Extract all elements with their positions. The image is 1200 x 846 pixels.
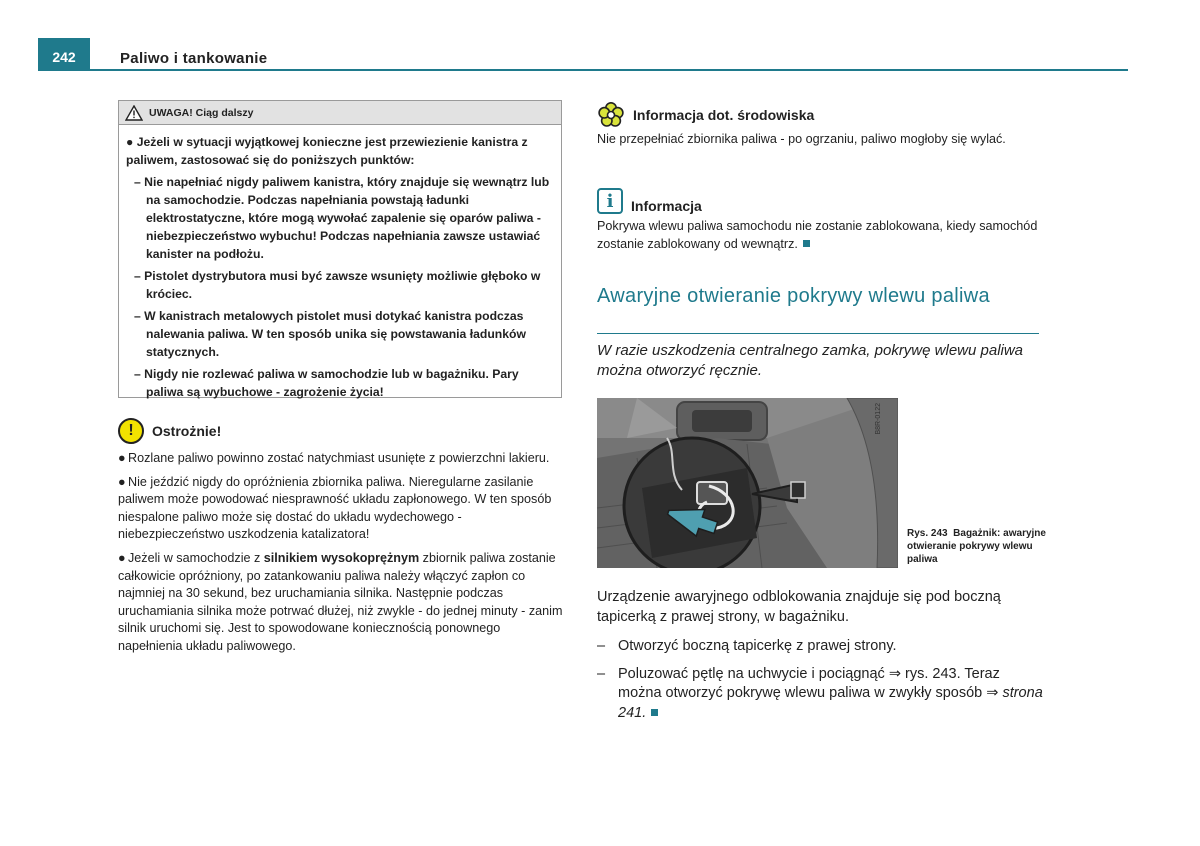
caution-heading bbox=[118, 418, 564, 444]
procedure-step-text: Otworzyć boczną tapicerkę z prawej strony. bbox=[618, 638, 897, 654]
procedure-step bbox=[597, 665, 1043, 724]
warning-item bbox=[126, 173, 554, 263]
section-title: Awaryjne otwieranie pokrywy wlewu paliwa bbox=[597, 285, 990, 307]
dash-icon: – bbox=[597, 665, 606, 682]
warning-triangle-icon bbox=[125, 105, 143, 121]
warning-item bbox=[126, 267, 554, 303]
info-heading-text: Informacja bbox=[631, 198, 702, 214]
environment-heading bbox=[597, 100, 1045, 130]
warning-item-text: – W kanistrach metalowych pistolet musi dotykać kanistra podczas nalewania paliwa. W ten sposób unika się powstawania ładunków statycznych. bbox=[134, 309, 526, 359]
warning-box bbox=[118, 100, 562, 398]
caution-item bbox=[118, 550, 564, 656]
caution-item-bold: silnikiem wysokoprężnym bbox=[263, 550, 420, 565]
chapter-title: Paliwo i tankowanie bbox=[120, 50, 268, 67]
caution-item-text: zbiornik paliwa zostanie całkowicie opróżniony, po zatankowaniu paliwa należy włączyć zapłon co najmniej na 30 sekund, bez uruchamiania silnika. Następnie podczas uruchamiania silnika może potrwać dłużej, niż zwykle - do jednej minuty - zanim silnik uruchomi się. Jest to spowodowane koniecznością ponownego napełnienia układu paliwowego. bbox=[118, 550, 563, 653]
caution-heading-text: Ostrożnie! bbox=[152, 423, 222, 439]
header-rule bbox=[38, 69, 1128, 71]
procedure-step bbox=[597, 637, 1043, 657]
end-marker-icon bbox=[803, 240, 810, 247]
figure-caption-text: Bagażnik: awaryjne otwieranie pokrywy wlewu paliwa bbox=[907, 528, 1046, 565]
procedure-intro: Urządzenie awaryjnego odblokowania znajduje się pod boczną tapicerką z prawej strony, w bagażniku. bbox=[597, 589, 1001, 625]
end-marker-icon bbox=[651, 709, 658, 716]
warning-heading-text: UWAGA! Ciąg dalszy bbox=[149, 106, 254, 119]
bullet-icon: ● bbox=[118, 474, 126, 489]
warning-intro: ● Jeżeli w sytuacji wyjątkowej konieczne jest przewiezienie kanistra z paliwem, zastosować się do poniższych punktów: bbox=[126, 135, 528, 167]
info-icon: i bbox=[597, 188, 623, 214]
environment-note bbox=[597, 100, 1045, 149]
flower-icon bbox=[597, 101, 625, 129]
section-rule bbox=[597, 333, 1039, 334]
figure-caption-label: Rys. 243 bbox=[907, 528, 948, 539]
figure-caption bbox=[907, 527, 1047, 566]
environment-text: Nie przepełniać zbiornika paliwa - po ogrzaniu, paliwo mogłoby się wylać. bbox=[597, 132, 1006, 146]
procedure bbox=[597, 588, 1043, 731]
info-text: Pokrywa wlewu paliwa samochodu nie zostanie zablokowana, kiedy samochód zostanie zablokowany od wewnątrz. bbox=[597, 219, 1038, 251]
figure-code: B8R-0122 bbox=[875, 403, 882, 435]
section-lead: W razie uszkodzenia centralnego zamka, pokrywę wlewu paliwa można otworzyć ręcznie. bbox=[597, 342, 1024, 379]
bullet-icon: ● bbox=[118, 451, 126, 465]
caution-body bbox=[118, 450, 564, 656]
dash-icon: – bbox=[597, 638, 606, 654]
warning-item-text: – Nie napełniać nigdy paliwem kanistra, który znajduje się wewnątrz lub na samochodzie. Podczas napełniania powstają ładunki elektrostatyczne, które mogą wywołać zapalenie się oparów paliwa - niebezpieczeństwo wybuchu! Podczas napełniania zawsze ustawiać kanister na podłożu. bbox=[134, 175, 550, 261]
warning-item-text: – Nigdy nie rozlewać paliwa w samochodzie lub w bagażniku. Pary paliwa są wybuchowe - zagrożenie życia! bbox=[134, 367, 519, 399]
environment-heading-text: Informacja dot. środowiska bbox=[633, 107, 815, 123]
info-heading bbox=[597, 186, 1045, 214]
warning-item bbox=[126, 365, 554, 401]
trunk-drawing bbox=[597, 398, 898, 568]
warning-item-text: – Pistolet dystrybutora musi być zawsze wsunięty możliwie głęboko w króciec. bbox=[134, 269, 541, 301]
caution-item bbox=[118, 474, 564, 544]
page-reference: strona 241. bbox=[618, 685, 1043, 721]
caution-item-text: Jeżeli w samochodzie z bbox=[128, 550, 264, 565]
caution-item-text: Nie jeździć nigdy do opróżnienia zbiornika paliwa. Nieregularne zasilanie paliwem może powodować niesprawność układu zapłonowego. W ten sposób niespalone paliwo może się dostać do układu wydechowego - niebezpieczeństwo uszkodzenia katalizatora! bbox=[118, 474, 552, 542]
procedure-step-text: Poluzować pętlę na uchwycie i pociągnąć ⇒ rys. 243. Teraz można otworzyć pokrywę wlewu paliwa w zwykły sposób ⇒ strona 241. bbox=[618, 665, 1043, 721]
bullet-icon: ● bbox=[118, 550, 126, 565]
warning-item bbox=[126, 307, 554, 361]
exclamation-icon: ! bbox=[118, 418, 144, 444]
caution-item-text: Rozlane paliwo powinno zostać natychmiast usunięte z powierzchni lakieru. bbox=[128, 451, 550, 465]
page-number: 242 bbox=[38, 38, 90, 70]
caution-section bbox=[118, 418, 564, 662]
warning-body bbox=[119, 125, 561, 401]
info-note bbox=[597, 186, 1045, 253]
trunk-illustration bbox=[597, 398, 898, 568]
warning-heading bbox=[119, 101, 561, 125]
caution-item bbox=[118, 450, 564, 468]
